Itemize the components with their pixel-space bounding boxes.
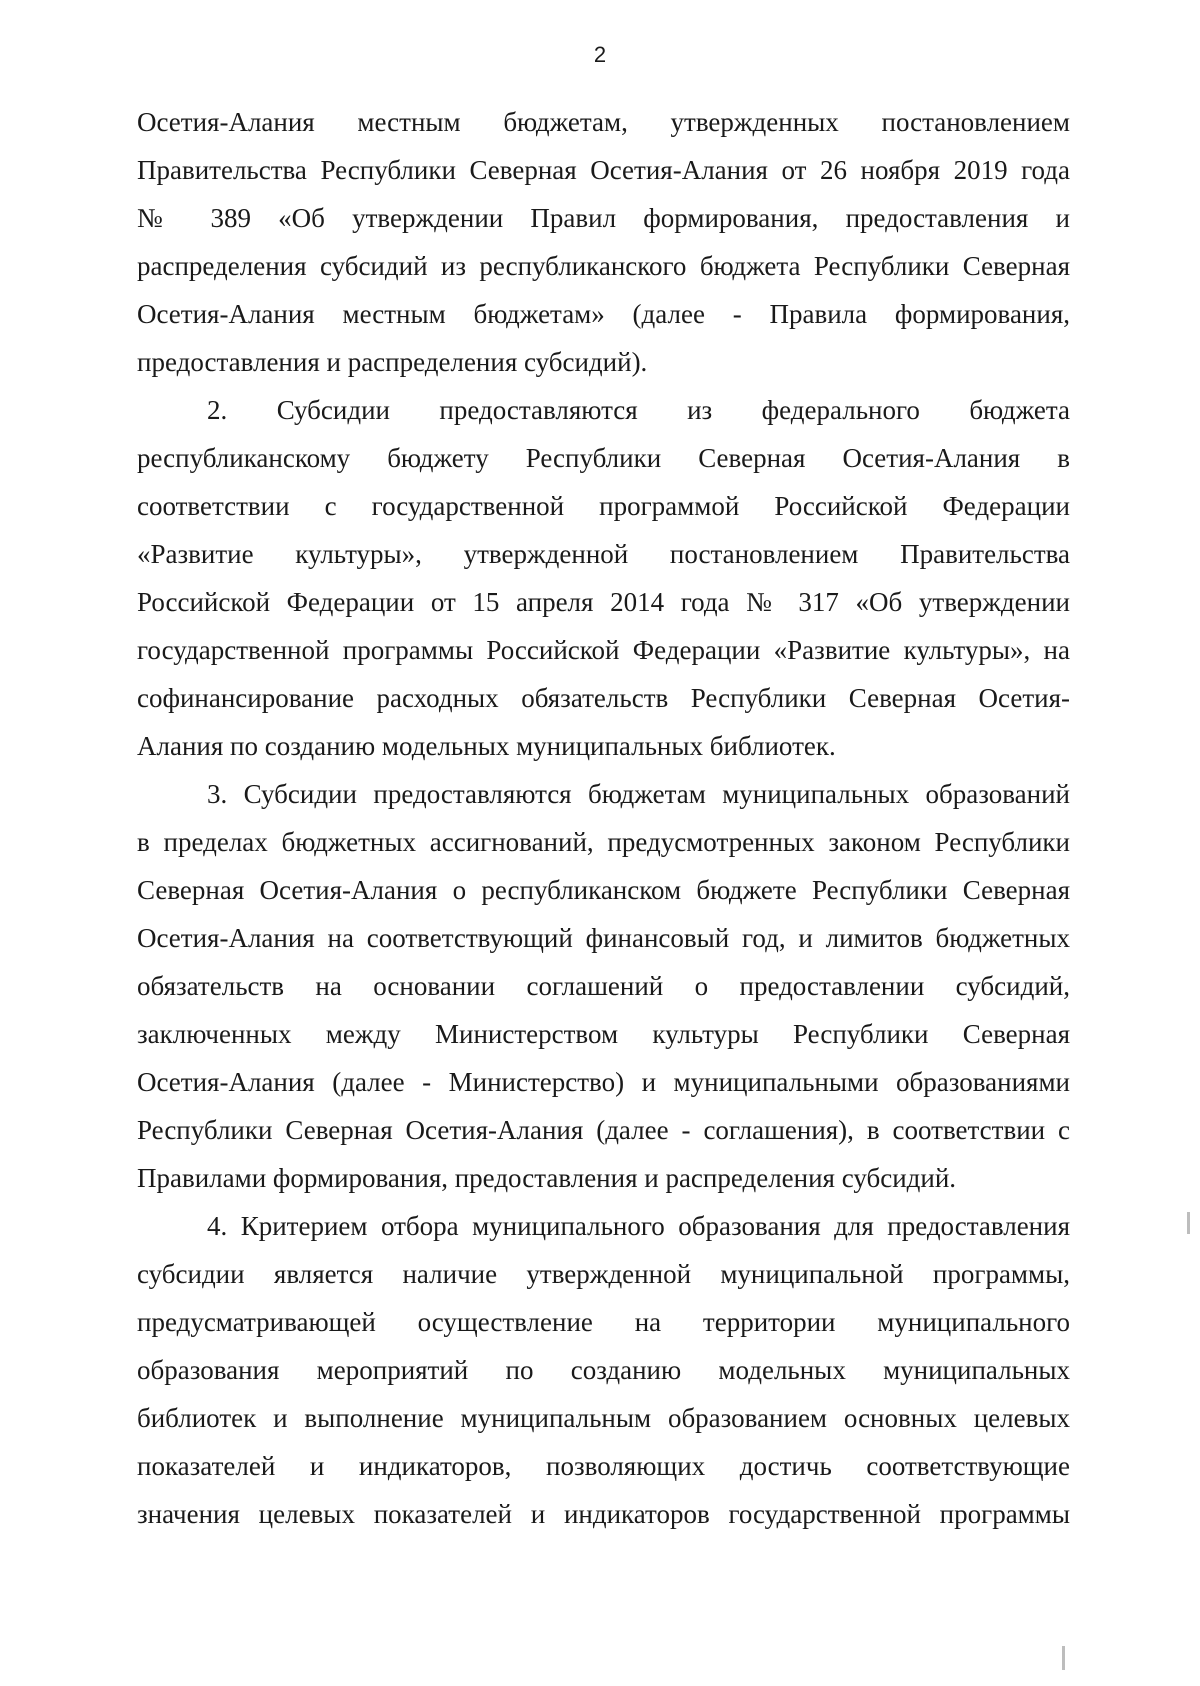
text-line: софинансирование расходных обязательств Республики Северная Осетия- [137,683,1070,713]
page-number: 2 [593,42,607,67]
paragraph-2 [137,386,1070,770]
document-body [137,98,1070,1538]
text-line: соответствии с государственной программой Российской Федерации [137,491,1070,521]
paragraph-3 [137,770,1070,1202]
text-line: в пределах бюджетных ассигнований, предусмотренных законом Республики [137,827,1070,857]
text-line: Правилами формирования, предоставления и распределения субсидий. [137,1163,957,1193]
paragraph-4 [137,1202,1070,1538]
text-line: 4. Критерием отбора муниципального образования для предоставления [207,1211,1070,1241]
text-line: образования мероприятий по созданию модельных муниципальных [137,1355,1070,1385]
text-line: № 389 «Об утверждении Правил формирования, предоставления и [137,203,1070,233]
scan-artifact [1187,1212,1190,1234]
text-line: государственной программы Российской Федерации «Развитие культуры», на [137,635,1070,665]
scan-artifact [1062,1646,1065,1670]
text-line: предоставления и распределения субсидий). [137,347,648,377]
text-line: 2. Субсидии предоставляются из федерального бюджета [207,395,1070,425]
text-line: 3. Субсидии предоставляются бюджетам муниципальных образований [207,779,1070,809]
text-line: Республики Северная Осетия-Алания (далее - соглашения), в соответствии с [137,1115,1070,1145]
text-line: Алания по созданию модельных муниципальных библиотек. [137,731,836,761]
text-line: значения целевых показателей и индикаторов государственной программы [137,1499,1070,1529]
text-line: предусматривающей осуществление на территории муниципального [137,1307,1070,1337]
text-line: заключенных между Министерством культуры Республики Северная [137,1019,1070,1049]
text-line: библиотек и выполнение муниципальным образованием основных целевых [137,1403,1070,1433]
text-line: распределения субсидий из республиканского бюджета Республики Северная [137,251,1070,281]
text-line: «Развитие культуры», утвержденной постановлением Правительства [137,539,1070,569]
text-line: Осетия-Алания на соответствующий финансовый год, и лимитов бюджетных [137,923,1070,953]
paragraph-1 [137,98,1070,386]
text-line: Осетия-Алания местным бюджетам» (далее - Правила формирования, [137,299,1070,329]
text-line: субсидии является наличие утвержденной муниципальной программы, [137,1259,1070,1289]
text-line: республиканскому бюджету Республики Северная Осетия-Алания в [137,443,1070,473]
text-line: Осетия-Алания (далее - Министерство) и муниципальными образованиями [137,1067,1070,1097]
text-line: Северная Осетия-Алания о республиканском бюджете Республики Северная [137,875,1070,905]
text-line: показателей и индикаторов, позволяющих достичь соответствующие [137,1451,1070,1481]
text-line: обязательств на основании соглашений о предоставлении субсидий, [137,971,1070,1001]
text-line: Российской Федерации от 15 апреля 2014 года № 317 «Об утверждении [137,587,1070,617]
text-line: Правительства Республики Северная Осетия-Алания от 26 ноября 2019 года [137,155,1070,185]
text-line: Осетия-Алания местным бюджетам, утвержденных постановлением [137,107,1070,137]
